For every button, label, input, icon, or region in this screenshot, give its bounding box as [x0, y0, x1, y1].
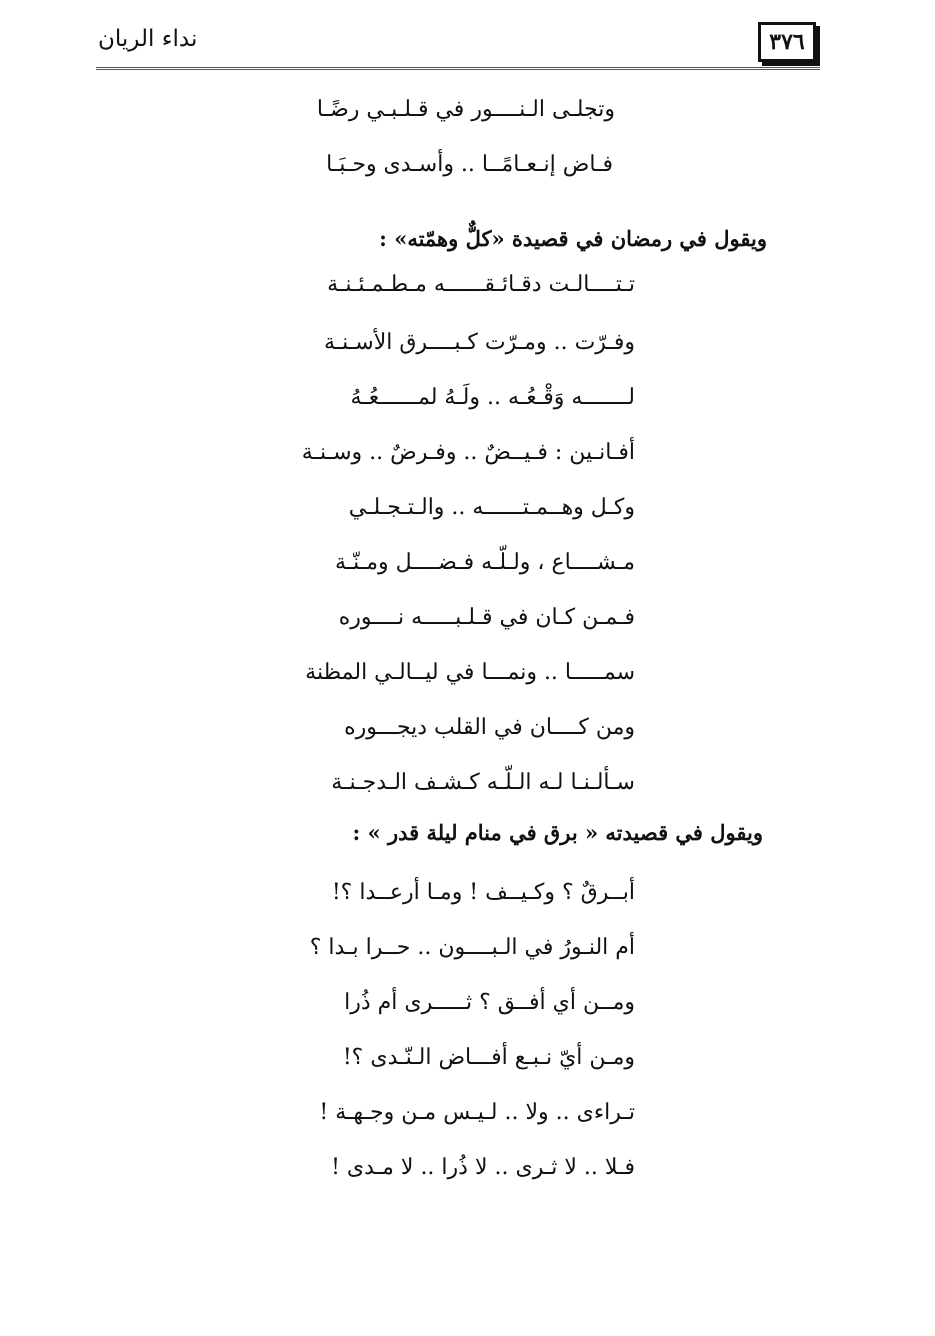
header-rule: [96, 67, 820, 70]
verse-line: وكـل وهــمـتــــــه .. والـتـجـلـي: [348, 495, 635, 520]
intro-text: ويقول في قصيدته « برق في منام ليلة قدر » :: [352, 820, 763, 845]
verse-line: تـراءى .. ولا .. لـيـس مـن وجـهـة !: [319, 1100, 635, 1125]
intro-text: ويقول في رمضان في قصيدة «كلٌّ وهمّته» :: [379, 226, 767, 251]
verse-line: أبــرقٌ ؟ وكـيــف ! ومـا أرعــدا ؟!: [331, 880, 635, 905]
page-number: ٣٧٦: [758, 22, 816, 62]
verse-line: لـــــــه وَقْـعُـه .. ولَـهُ لمــــــعُـهُ: [350, 385, 635, 410]
verse-line: سمـــــا .. ونمـــا في ليــالـي المظنة: [305, 660, 635, 685]
verse-line: أفـانـين : فـيــضٌ .. وفـرضٌ .. وسـنـة: [301, 440, 635, 465]
verse-line: سـألـنـا لـه الـلّـه كـشـف الـدجـنـة: [331, 770, 635, 795]
verse-line: وتجلـى الـنــــور في قـلـبـي رضًـا: [316, 97, 615, 122]
verse-line: ومـن أيّ نـبـع أفـــاض الـنّـدى ؟!: [342, 1045, 635, 1070]
verse-line: مـشــــاع ، ولـلّـه فـضــــل ومـنّـة: [334, 550, 635, 575]
verse-line: فـلا .. لا ثـرى .. لا ذُرا .. لا مـدى !: [331, 1155, 635, 1180]
verse-line: أم النـورُ في الـبــــون .. حــرا بـدا ؟: [309, 935, 635, 960]
verse-line: فـمـن كـان في قـلـبـــــه نــــوره: [338, 605, 635, 630]
page-title: نداء الريان: [98, 26, 198, 52]
verse-line: وفـرّت .. ومـرّت كـبــــرق الأسـنـة: [323, 330, 635, 355]
verse-line: ومــن أي أفــق ؟ ثـــــرى أم ذُرا: [344, 990, 635, 1015]
verse-line: ومن كــــان في القلب ديجـــوره: [344, 715, 635, 740]
verse-line: فـاض إنـعـامًــا .. وأسـدى وحـبَـا: [326, 152, 613, 177]
verse-line: تـتــــالـت دقـائـقــــــه مـطـمـئـنـة: [327, 272, 635, 297]
